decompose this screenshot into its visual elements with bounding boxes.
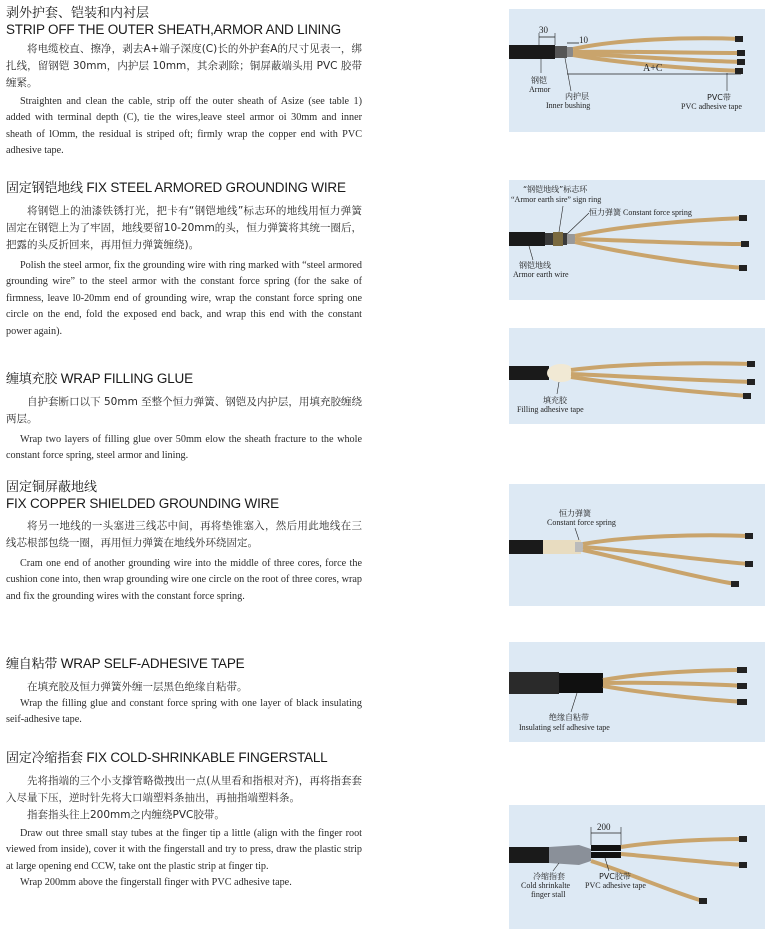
label-spring-en: Constant force spring — [547, 518, 616, 527]
section-filling-glue — [6, 371, 362, 465]
figure-copper-shield-ground — [509, 484, 765, 606]
heading-cn: 固定冷缩指套 — [6, 751, 83, 766]
heading-cn: 剥外护套、铠装和内衬层 — [6, 6, 150, 21]
section-steel-armor-ground — [6, 180, 362, 340]
label-earth-cn: 钢铠地线 — [519, 261, 551, 270]
label-bushing-en: Inner bushing — [546, 101, 591, 110]
body-en-2: Wrap 200mm above the fingerstall finger with PVC adhesive tape. — [20, 877, 292, 889]
heading — [6, 371, 362, 388]
section-self-adhesive-tape — [6, 656, 362, 729]
heading — [6, 750, 362, 767]
label-pvc-cn: PVC胶带 — [599, 872, 631, 881]
heading-cn: 缠自粘带 — [6, 657, 58, 672]
body-en: Polish the steel armor, fix the grounding wire with ring marked with “steel armored grounding wire” to the steel armor with the constant force spring (for the sake of firmness, leave l0-20mm end of grounding wire, wrap the constant force spring one circle on the end, fold the exposed end back, and wrap this end with the constant power again). — [6, 260, 362, 337]
label-tape-cn: 绝缘自粘带 — [549, 713, 589, 722]
heading-en: FIX COLD-SHRINKABLE FINGERSTALL — [86, 750, 328, 765]
body-en: Cram one end of another grounding wire into the middle of three cores, force the cushion cone into, then wrap grounding wire one circle on the root of three cores, wrap and fix the grounding wires with the constant force spring. — [6, 558, 362, 602]
label-pvc-en: PVC adhesive tape — [681, 102, 742, 111]
heading-en: FIX COPPER SHIELDED GROUNDING WIRE — [6, 496, 279, 511]
label-spring — [589, 207, 692, 217]
label-stall-en2: finger stall — [531, 890, 566, 899]
section-cold-shrink-fingerstall — [6, 750, 362, 892]
label-stall-en1: Cold shrinkalte — [521, 881, 571, 890]
heading-en: FIX STEEL ARMORED GROUNDING WIRE — [86, 180, 346, 195]
heading — [6, 180, 362, 197]
label-pvc-cn: PVC带 — [707, 93, 731, 102]
heading-cn: 固定铜屏蔽地线 — [6, 480, 98, 495]
body-en: Wrap two layers of filling glue over 50mm elow the sheath fracture to the whole constant force spring, steel armor and lining. — [6, 434, 362, 462]
figure-filling-glue — [509, 328, 765, 424]
body-cn-2: 指套指头往上200mm之内缠绕PVC胶带。 — [27, 809, 225, 821]
heading-en: WRAP SELF-ADHESIVE TAPE — [60, 656, 245, 671]
label-sign-en: “Armor earth sire” sign ring — [511, 195, 602, 204]
section-strip-sheath — [6, 6, 362, 160]
label-glue-cn: 填充胶 — [543, 396, 567, 405]
label-bushing-cn: 内护层 — [565, 92, 589, 101]
label-stall-cn: 冷缩指套 — [533, 872, 565, 881]
heading-en: STRIP OFF THE OUTER SHEATH,ARMOR AND LINING — [6, 22, 341, 37]
figure-self-adhesive-tape — [509, 642, 765, 742]
label-armor-cn: 钢铠 — [531, 76, 547, 85]
body-cn: 将另一地线的一头塞进三线芯中间，再将垫锥塞入，然后用此地线在三线芯根部包绕一圈，再用恒力弹簧在地线外环绕固定。 — [6, 520, 362, 549]
heading-cn: 固定钢铠地线 — [6, 181, 83, 196]
dim-ac: A+C — [643, 63, 663, 74]
body-cn: 在填充胶及恒力弹簧外缠一层黑色绝缘自粘带。 — [27, 681, 248, 693]
figure-steel-armor-ground — [509, 180, 765, 300]
body-en: Wrap the filling glue and constant force spring with one layer of black insulating seif-adhesive tape. — [6, 698, 362, 726]
dim-200: 200 — [597, 822, 611, 832]
label-spring-cn: 恒力弹簧 — [559, 509, 591, 518]
label-tape-en: Insulating self adhesive tape — [519, 723, 610, 732]
label-pvc-en: PVC adhesive tape — [585, 881, 646, 890]
figure-cold-shrink-fingerstall — [509, 805, 765, 929]
body-cn: 先将指端的三个小支撑管略微拽出一点(从里看和指根对齐)，再将指套套入尽量下压，逆时针先将大口端塑料条抽出，再抽指端塑料条。 — [6, 775, 362, 804]
label-spring-en: Constant force spring — [623, 208, 692, 217]
label-earth-en: Armor earth wire — [513, 270, 569, 279]
label-spring-cn: 恒力弹簧 — [589, 208, 621, 217]
body-cn: 将电缆校直、擦净，剥去A+端子深度(C)长的外护套A的尺寸见表一，绑扎线，留钢铠 30mm，内护层 10mm，其余剥除；铜屏蔽端头用 PVC 胶带缠紧。 — [6, 43, 362, 89]
heading-cn: 缠填充胶 — [6, 372, 58, 387]
dim-10: 10 — [579, 35, 588, 45]
heading — [6, 656, 362, 673]
label-armor-en: Armor — [529, 85, 551, 94]
dim-30: 30 — [539, 25, 548, 35]
body-cn: 自护套断口以下 50mm 至整个恒力弹簧、钢铠及内护层，用填充胶缠绕两层。 — [6, 396, 362, 425]
section-copper-shield-ground — [6, 480, 362, 605]
heading-en: WRAP FILLING GLUE — [60, 371, 193, 386]
body-en: Draw out three small stay tubes at the finger tip a little (align with the finger root viewed from inside), cover it with the fingerstall and try to press, draw the plastic strip at large opening end CCW, take ont the plastic strip at finger tip. — [6, 828, 362, 872]
label-sign-cn: “钢铠地线”标志环 — [523, 185, 588, 194]
figure-strip-sheath — [509, 9, 765, 132]
body-cn: 将钢铠上的油漆铁锈打光，把卡有“钢铠地线”标志环的地线用恒力弹簧固定在钢铠上为了牢固，地线要留10-20mm的头，恒力弹簧将其统一圈后，把露的头反折回来，再用恒力弹簧缠绕)。 — [6, 205, 362, 251]
label-glue-en: Filling adhesive tape — [517, 405, 584, 414]
body-en: Straighten and clean the cable, strip off the outer sheath of Asize (see table 1) added with terminal depth (C), tie the wires,leave steel armor oi 30mm and inner sheath of lOmm, the residual is striped oft; firmly wrap the copper end with PVC adhesive tape. — [6, 96, 362, 157]
